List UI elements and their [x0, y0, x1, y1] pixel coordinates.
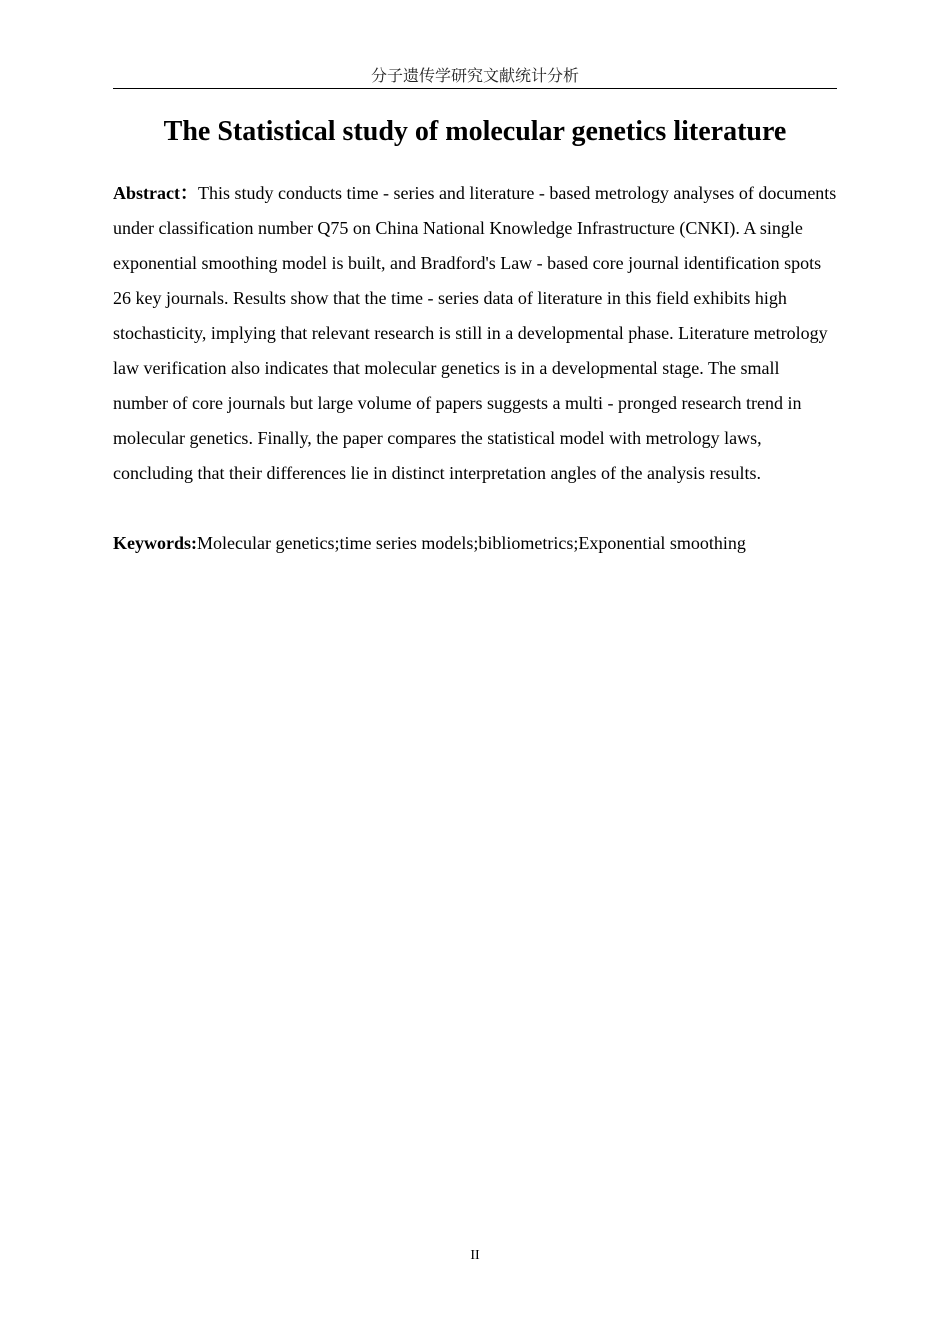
keywords-label: Keywords:	[113, 533, 197, 553]
page-number: II	[470, 1248, 480, 1263]
header-rule	[113, 88, 837, 89]
abstract-paragraph	[113, 176, 837, 491]
paper-title: The Statistical study of molecular genetics literature	[163, 116, 787, 147]
abstract-label: Abstract：	[113, 183, 198, 203]
keywords-paragraph	[113, 526, 837, 561]
abstract-text: This study conducts time - series and literature - based metrology analyses of documents under classification number Q75 on China National Knowledge Infrastructure (CNKI). A single exponential smoothing model is built, and Bradford's Law - based core journal identification spots 26 key journals. Results show that the time - series data of literature in this field exhibits high stochasticity, implying that relevant research is still in a developmental phase. Literature metrology law verification also indicates that molecular genetics is in a developmental stage. The small number of core journals but large volume of papers suggests a multi - pronged research trend in molecular genetics. Finally, the paper compares the statistical model with metrology laws, concluding that their differences lie in distinct interpretation angles of the analysis results.	[113, 183, 837, 483]
keywords-text: Molecular genetics;time series models;bibliometrics;Exponential smoothing	[197, 533, 746, 553]
running-header: 分子遗传学研究文献统计分析	[370, 68, 579, 85]
